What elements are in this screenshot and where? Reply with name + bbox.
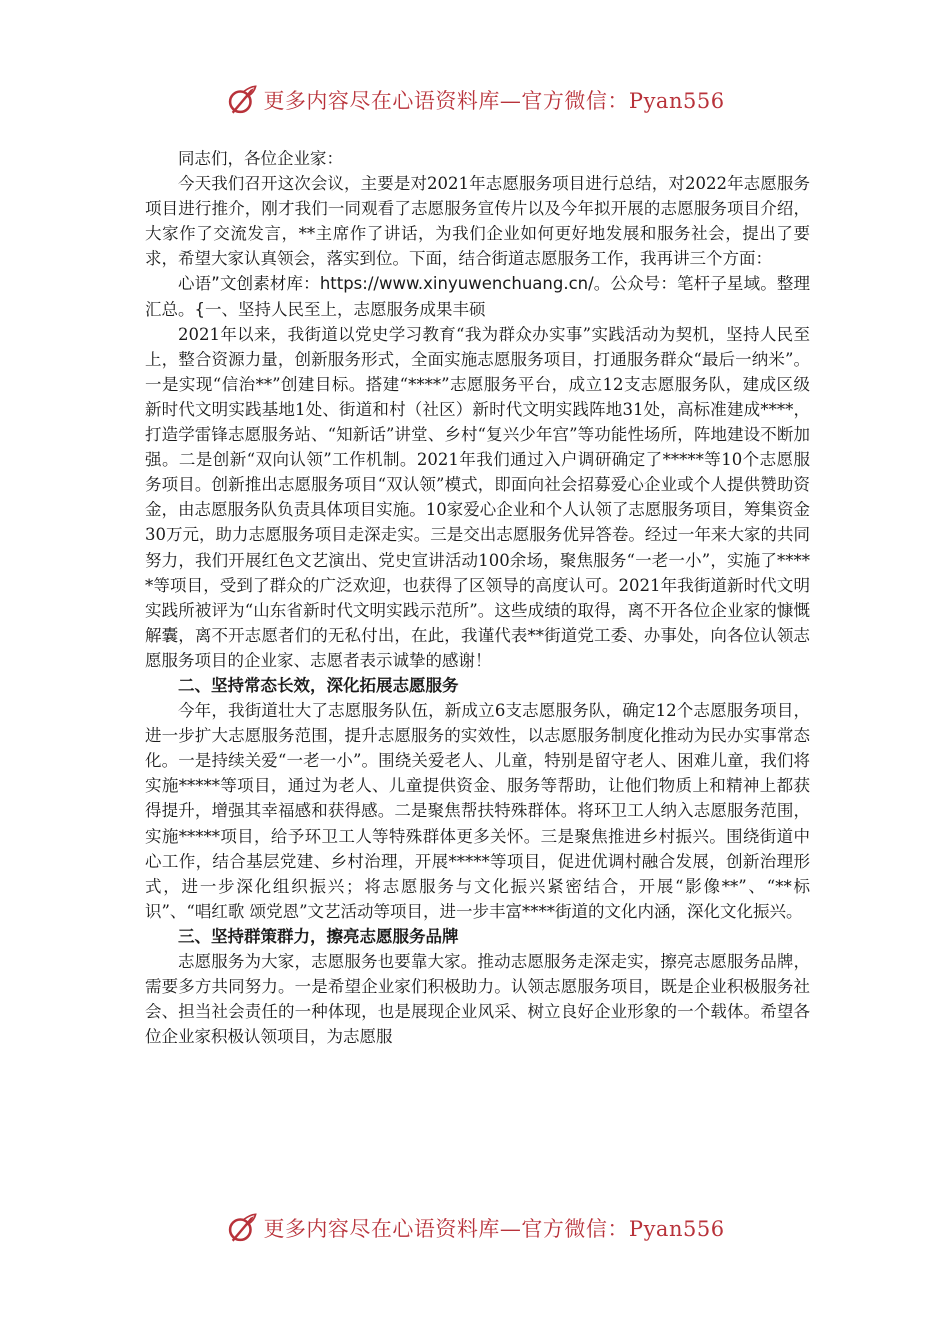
section3-heading: 三、坚持群策群力，擦亮志愿服务品牌 xyxy=(178,926,459,946)
banner-text: 更多内容尽在心语资料库—官方微信：Pyan556 xyxy=(263,1217,725,1241)
section2-heading: 二、坚持常态长效，深化拓展志愿服务 xyxy=(178,675,459,695)
section1-body: 2021年以来，我街道以党史学习教育“我为群众办实事”实践活动为契机，坚持人民至上，整合资源力量，创新服务形式，全面实施志愿服务项目，打通服务群众“最后一纳米”。一是实现“信治**”创建目标。搭建“****”志愿服务平台，成立12支志愿服务队，建成区级新时代文明实践基地1处、街道和村（社区）新时代文明实践阵地31处，高标准建成****，打造学雷锋志愿服务站、“知新话”讲堂、乡村“复兴少年宫”等功能性场所，阵地建设不断加强。二是创新“双向认领”工作机制。2021年我们通过入户调研确定了*****等10个志愿服务项目。创新推出志愿服务项目“双认领”模式，即面向社会招募爱心企业或个人提供赞助资金，由志愿服务队负责具体项目实施。10家爱心企业和个人认领了志愿服务项目，筹集资金30万元，助力志愿服务项目走深走实。三是交出志愿服务优异答卷。经过一年来大家的共同努力，我们开展红色文艺演出、党史宣讲活动100余场，聚焦服务“一老一小”，实施了*****等项目，受到了群众的广泛欢迎，也获得了区领导的高度认可。2021年我街道新时代文明实践所被评为“山东省新时代文明实践示范所”。这些成绩的取得，离不开各位企业家的慷慨解囊，离不开志愿者们的无私付出，在此，我谨代表**街道党工委、办事处，向各位认领志愿服务项目的企业家、志愿者表示诚挚的感谢！ xyxy=(145,324,810,670)
footer-banner xyxy=(0,1208,950,1248)
intro-paragraph: 今天我们召开这次会议，主要是对2021年志愿服务项目进行总结，对2022年志愿服务项目进行推介，刚才我们一同观看了志愿服务宣传片以及今年拟开展的志愿服务项目介绍，大家作了交流发言，**主席作了讲话，为我们企业如何更好地发展和服务社会，提出了要求，希望大家认真领会，落实到位。下面，结合街道志愿服务工作，我再讲三个方面： xyxy=(145,174,810,269)
quill-logo-icon xyxy=(225,1211,259,1245)
source-line: 心语”文创素材库：https://www.xinyuwenchuang.cn/。公众号：笔杆子星域。整理汇总。{一、坚持人民至上，志愿服务成果丰硕 xyxy=(145,274,810,319)
quill-logo-icon xyxy=(225,83,259,117)
section2-body: 今年，我街道壮大了志愿服务队伍，新成立6支志愿服务队，确定12个志愿服务项目，进一步扩大志愿服务范围，提升志愿服务的实效性，以志愿服务制度化推动为民办实事常态化。一是持续关爱“一老一小”。围绕关爱老人、儿童，特别是留守老人、困难儿童，我们将实施*****等项目，通过为老人、儿童提供资金、服务等帮助，让他们物质上和精神上都获得提升，增强其幸福感和获得感。二是聚焦帮扶特殊群体。将环卫工人纳入志愿服务范围，实施*****项目，给予环卫工人等特殊群体更多关怀。三是聚焦推进乡村振兴。围绕街道中心工作，结合基层党建、乡村治理，开展*****等项目，促进优调村融合发展，创新治理形式，进一步深化组织振兴；将志愿服务与文化振兴紧密结合，开展“影像**”、“**标识”、“唱红歌 颂党恩”文艺活动等项目，进一步丰富****街道的文化内涵，深化文化振兴。 xyxy=(145,701,810,921)
section3-body: 志愿服务为大家，志愿服务也要靠大家。推动志愿服务走深走实，擦亮志愿服务品牌，需要多方共同努力。一是希望企业家们积极助力。认领志愿服务项目，既是企业积极服务社会、担当社会责任的一种体现，也是展现企业风采、树立良好企业形象的一个载体。希望各位企业家积极认领项目，为志愿服 xyxy=(145,952,810,1047)
document-body xyxy=(145,146,810,1049)
banner-text: 更多内容尽在心语资料库—官方微信：Pyan556 xyxy=(263,89,725,113)
greeting: 同志们，各位企业家： xyxy=(178,149,343,168)
header-banner xyxy=(0,80,950,120)
